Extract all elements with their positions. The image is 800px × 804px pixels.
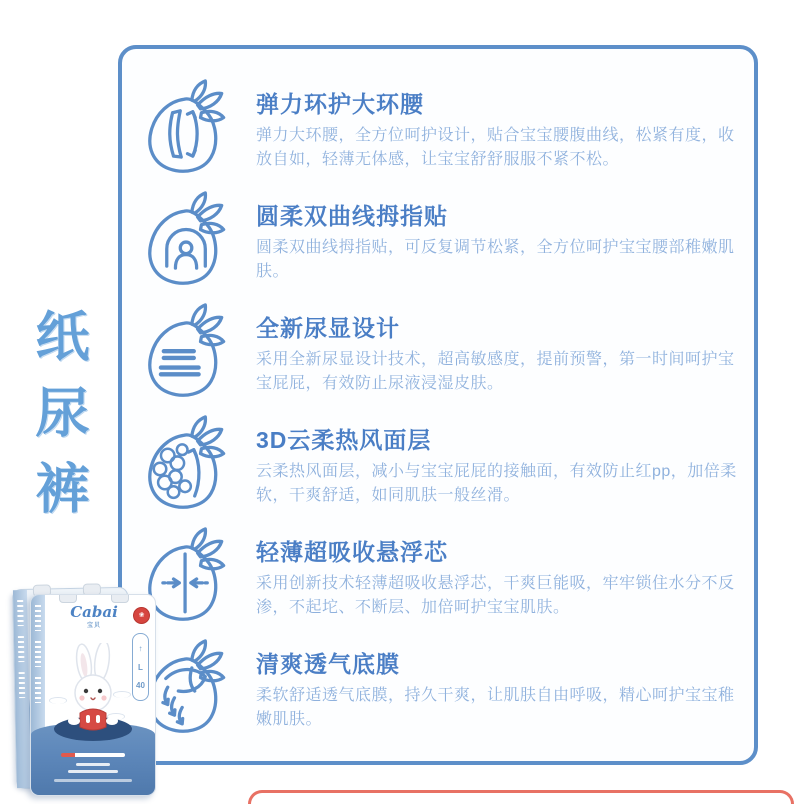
feature-title: 3D云柔热风面层 <box>256 427 432 453</box>
feature-title: 圆柔双曲线拇指贴 <box>256 203 448 229</box>
feature-title: 清爽透气底膜 <box>256 651 400 677</box>
next-section-strip <box>248 790 794 804</box>
package-spine <box>13 590 31 788</box>
feature-row <box>134 191 750 303</box>
elastic-waistband-icon <box>134 79 242 185</box>
feature-desc: 采用创新技术轻薄超吸收悬浮芯，干爽巨能吸，牢牢锁住水分不反渗，不起坨、不断层、加倍呵护宝宝肌肤。 <box>256 575 735 616</box>
feature-list <box>134 79 750 751</box>
feature-title: 轻薄超吸收悬浮芯 <box>256 539 448 565</box>
package-slogan-line <box>61 753 125 757</box>
package-front <box>30 594 156 796</box>
vertical-product-title: 纸尿裤 <box>28 308 88 536</box>
feature-desc: 采用全新尿显设计技术，超高敏感度，提前预警，第一时间呵护宝宝屁屁，有效防止尿液浸湿皮肤。 <box>256 351 735 392</box>
feature-desc: 圆柔双曲线拇指贴，可反复调节松紧，全方位呵护宝宝腰部稚嫩肌肤。 <box>256 239 735 280</box>
feature-title: 全新尿显设计 <box>256 315 400 341</box>
feature-row <box>134 79 750 191</box>
size-label: L <box>138 662 143 672</box>
package-text-line <box>68 770 118 773</box>
feature-row <box>134 415 750 527</box>
count-label: 40 <box>136 681 145 691</box>
seal-badge-icon: ❀ <box>133 607 150 624</box>
feature-row <box>134 527 750 639</box>
capsule-arrow-icon: ↑ <box>138 643 143 653</box>
size-count-capsule <box>132 633 149 701</box>
feature-title: 弹力环护大环腰 <box>256 91 424 117</box>
wetness-indicator-icon <box>134 303 242 409</box>
feature-desc: 柔软舒适透气底膜，持久干爽，让肌肤自由呼吸，精心呵护宝宝稚嫩肌肤。 <box>256 687 735 728</box>
package-text-line <box>54 779 132 782</box>
feature-row <box>134 639 750 751</box>
package-text-line <box>76 763 110 766</box>
feature-row <box>134 303 750 415</box>
thumb-tab-icon <box>134 191 242 297</box>
package-handle-tab <box>59 594 77 603</box>
cloud-soft-topsheet-icon <box>134 415 242 521</box>
feature-desc: 云柔热风面层，减小与宝宝屁屁的接触面，有效防止红pp，加倍柔软，干爽舒适，如同肌肤一般丝滑。 <box>256 463 737 504</box>
rabbit-mascot <box>56 643 130 744</box>
product-package <box>6 580 176 800</box>
package-handle-tab <box>111 594 129 603</box>
brand-logo: Cabai 宝贝 <box>70 603 118 629</box>
feature-desc: 弹力大环腰，全方位呵护设计，贴合宝宝腰腹曲线，松紧有度，收放自如，轻薄无体感，让宝宝舒舒服服不紧不松。 <box>256 127 735 168</box>
